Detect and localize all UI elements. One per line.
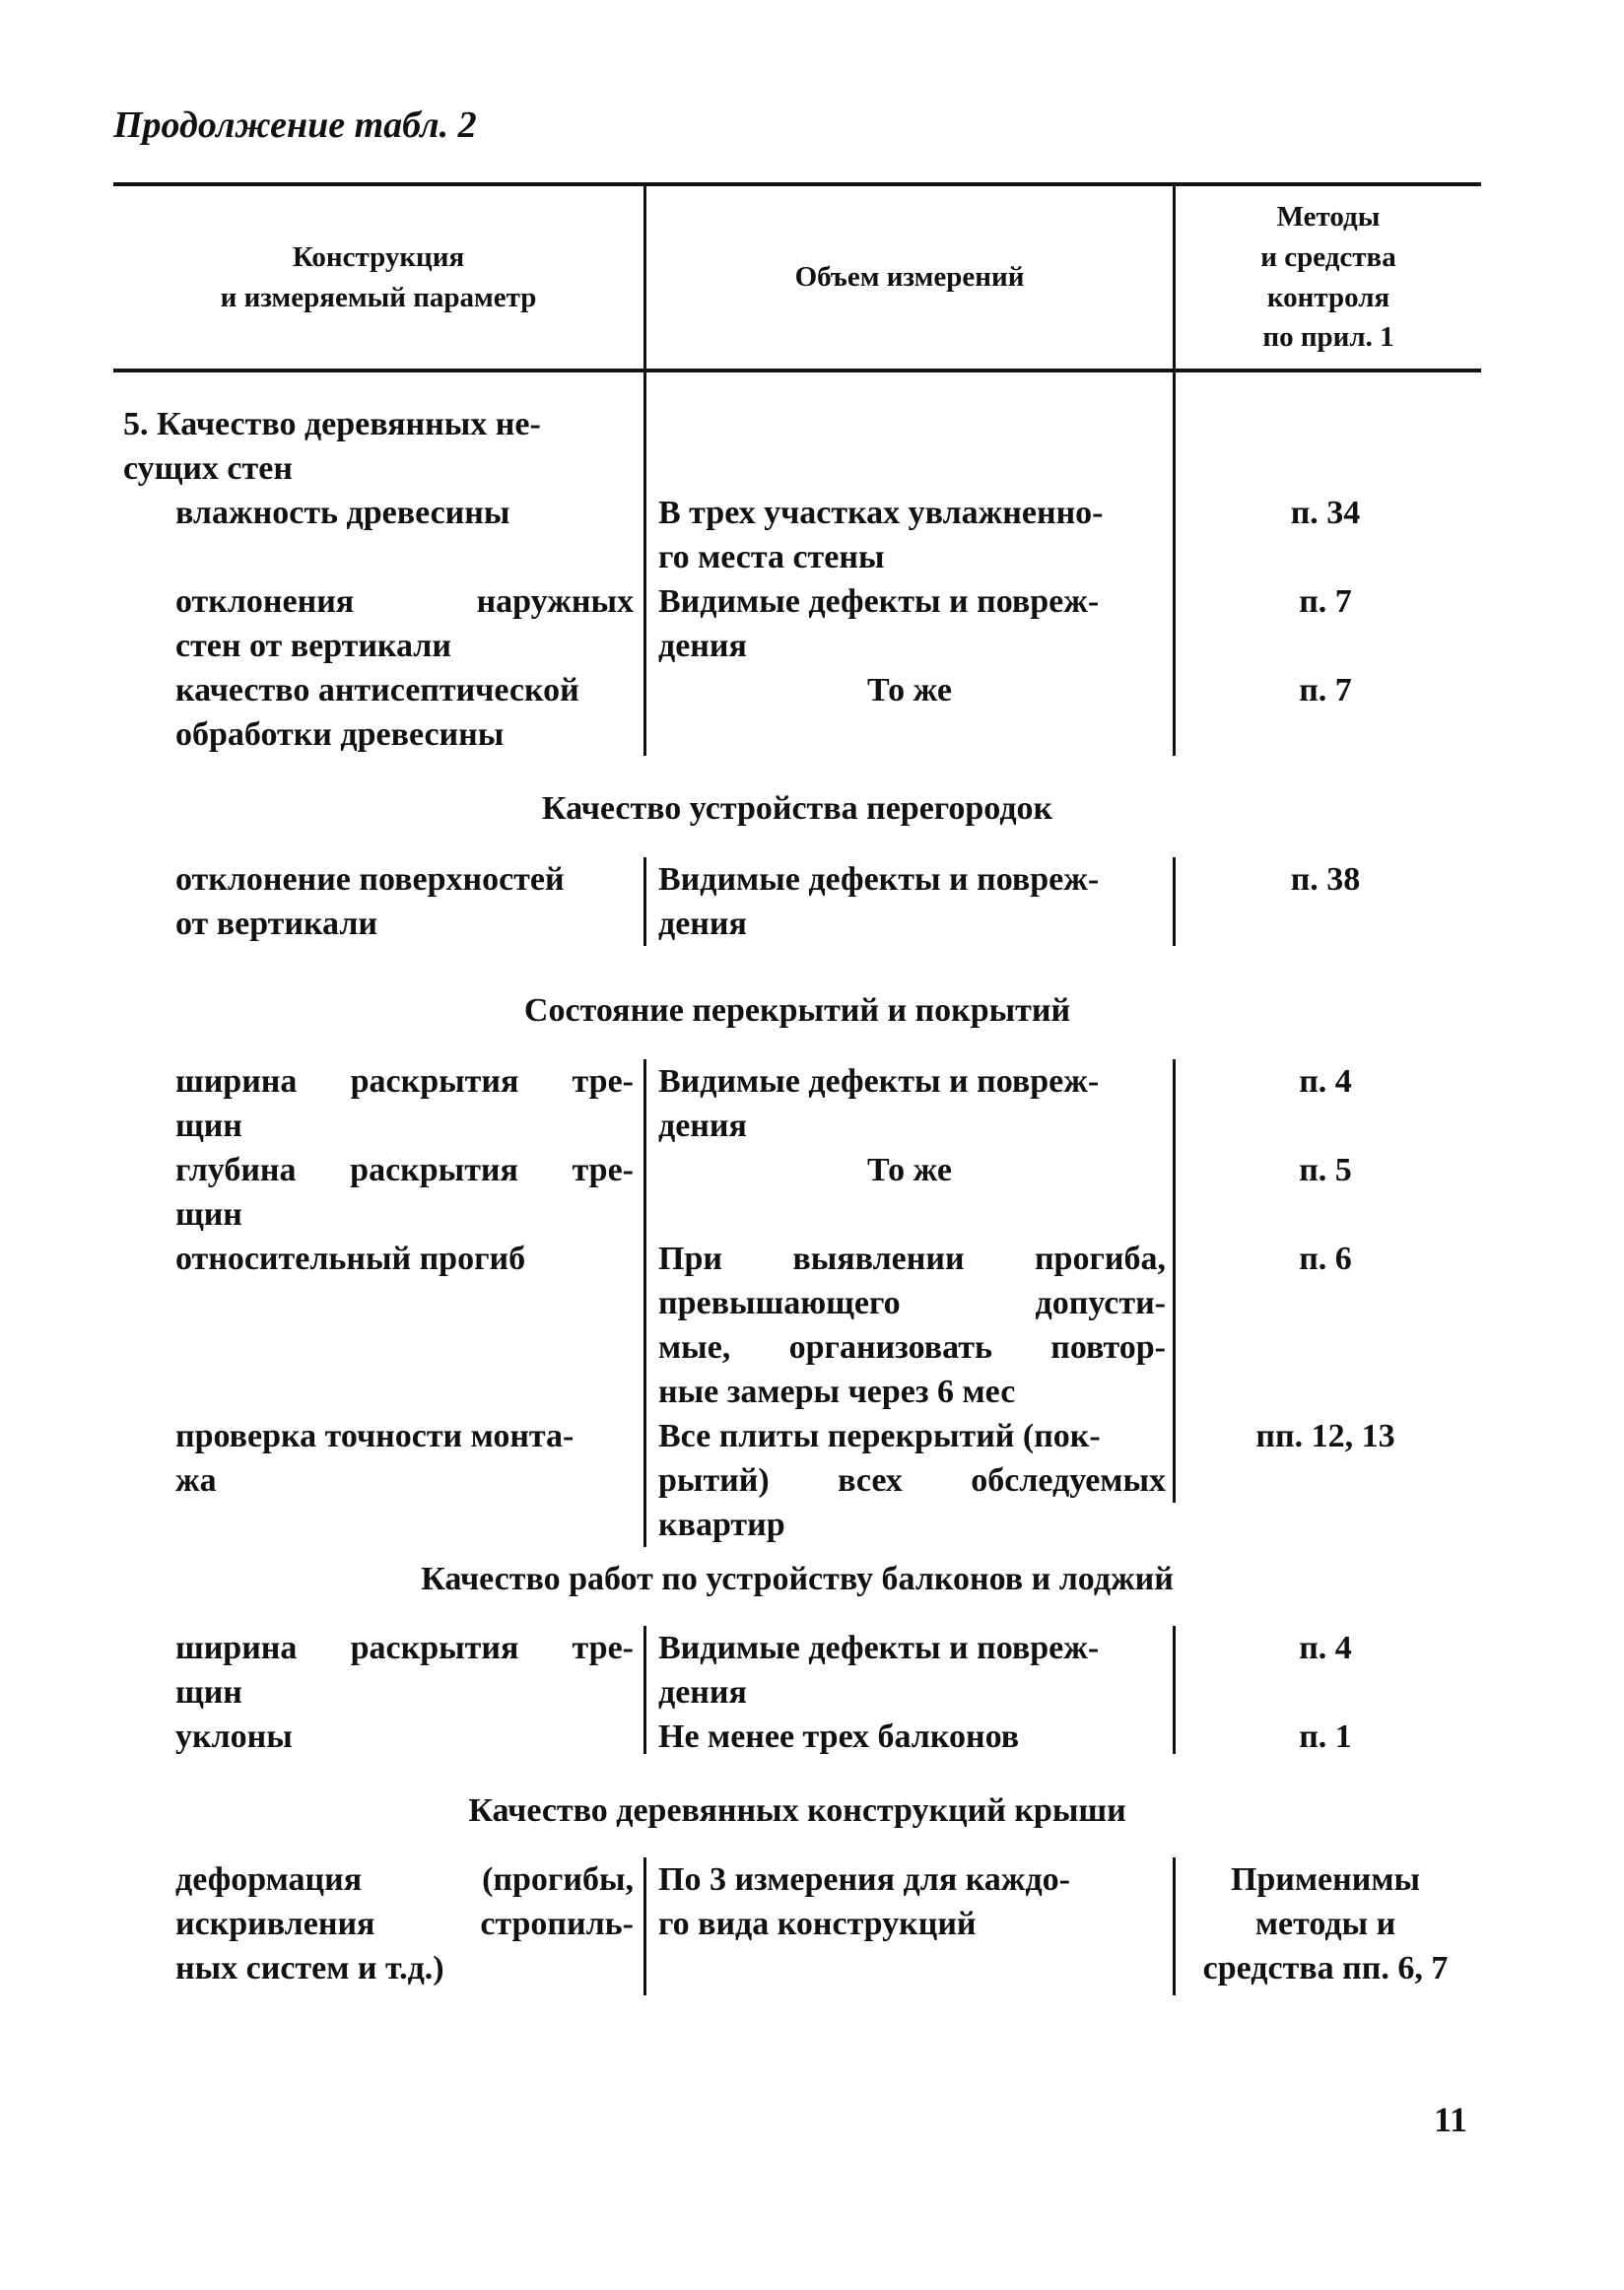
row-floor-crack-width-param-1: ширина раскрытия тре- (175, 1063, 634, 1100)
row-wall-deviation-volume-1: Видимые дефекты и повреж- (658, 583, 1100, 620)
row-floor-crack-width-method: п. 4 (1299, 1063, 1352, 1100)
row-assembly-accuracy-volume-2: рытий) всех обследуемых (658, 1462, 1166, 1499)
header-col-methods: Методы и средства контроля по прил. 1 (1260, 201, 1396, 354)
body-col-divider-2-a (1173, 371, 1176, 756)
header-col-construction: Конструкция и измеряемый параметр (220, 240, 537, 313)
row-wall-deviation-method: п. 7 (1299, 583, 1352, 620)
row-slopes-method: п. 1 (1299, 1718, 1352, 1755)
row-wall-deviation-param-1: отклонения наружных (175, 583, 634, 620)
group-title-line-2: сущих стен (123, 450, 293, 487)
body-col-divider-2-e (1173, 1857, 1176, 1995)
section-floors: Состояние перекрытий и покрытий (523, 992, 1071, 1029)
row-balcony-crack-width-param-2: щин (175, 1674, 242, 1711)
row-deformation-volume-1: По 3 измерения для каждо- (658, 1861, 1070, 1898)
row-wood-moisture-volume-2: го места стены (658, 539, 885, 575)
row-deformation-param-3: ных систем и т.д.) (175, 1950, 444, 1987)
row-wood-moisture-param: влажность древесины (175, 495, 510, 531)
row-assembly-accuracy-param-2: жа (175, 1462, 217, 1499)
row-antiseptic-method: п. 7 (1299, 672, 1352, 708)
row-wood-moisture-volume-1: В трех участках увлажненно- (658, 495, 1104, 531)
row-deformation-param-2: искривления стропиль- (175, 1906, 634, 1942)
row-wall-deviation-volume-2: дения (658, 628, 747, 664)
row-wood-moisture-method: п. 34 (1290, 495, 1361, 531)
row-floor-crack-depth-param-1: глубина раскрытия тре- (175, 1152, 634, 1188)
group-title-line-1: 5. Качество деревянных не- (123, 406, 541, 442)
body-col-divider-1-e (643, 1857, 646, 1995)
header-col-volume: Объем измерений (794, 261, 1025, 294)
row-deflection-method: п. 6 (1299, 1241, 1352, 1277)
row-deflection-volume-2: превышающего допусти- (658, 1285, 1166, 1321)
row-partition-deviation-volume-2: дения (658, 906, 747, 942)
row-slopes-param: уклоны (175, 1718, 293, 1755)
row-assembly-accuracy-volume-3: квартир (658, 1507, 785, 1543)
row-floor-crack-width-volume-2: дения (658, 1108, 747, 1144)
section-partitions: Качество устройства перегородок (541, 790, 1053, 827)
row-balcony-crack-width-method: п. 4 (1299, 1630, 1352, 1666)
row-deformation-method-1: Применимы (1230, 1861, 1421, 1898)
row-deflection-volume-4: ные замеры через 6 мес (658, 1374, 1016, 1410)
row-partition-deviation-method: п. 38 (1290, 861, 1361, 898)
row-deformation-param-1: деформация (прогибы, (175, 1861, 634, 1898)
body-col-divider-2-d (1173, 1626, 1176, 1754)
row-balcony-crack-width-volume-2: дения (658, 1674, 747, 1711)
row-wall-deviation-param-2: стен от вертикали (175, 628, 451, 664)
row-deflection-volume-3: мые, организовать повтор- (658, 1329, 1166, 1366)
body-col-divider-1-b (643, 857, 646, 946)
row-partition-deviation-volume-1: Видимые дефекты и повреж- (658, 861, 1100, 898)
body-col-divider-1-d (643, 1626, 646, 1754)
row-balcony-crack-width-param-1: ширина раскрытия тре- (175, 1630, 634, 1666)
section-balconies: Качество работ по устройству балконов и лоджий (421, 1561, 1174, 1597)
row-floor-crack-depth-param-2: щин (175, 1196, 242, 1233)
row-assembly-accuracy-method: пп. 12, 13 (1255, 1418, 1395, 1454)
header-bottom-rule (113, 369, 1481, 372)
row-assembly-accuracy-volume-1: Все плиты перекрытий (пок- (658, 1418, 1101, 1454)
row-floor-crack-width-volume-1: Видимые дефекты и повреж- (658, 1063, 1100, 1100)
row-deflection-volume-1: При выявлении прогиба, (658, 1241, 1166, 1277)
body-col-divider-2-c (1173, 1059, 1176, 1503)
row-deformation-method-3: средства пп. 6, 7 (1202, 1950, 1449, 1987)
row-deformation-volume-2: го вида конструкций (658, 1906, 977, 1942)
row-balcony-crack-width-volume-1: Видимые дефекты и повреж- (658, 1630, 1100, 1666)
body-col-divider-2-b (1173, 857, 1176, 946)
row-slopes-volume: Не менее трех балконов (658, 1718, 1020, 1755)
row-assembly-accuracy-param-1: проверка точности монта- (175, 1418, 575, 1454)
section-roof: Качество деревянных конструкций крыши (468, 1792, 1126, 1829)
row-antiseptic-param-1: качество антисептической (175, 672, 579, 708)
row-floor-crack-depth-volume: То же (867, 1152, 952, 1188)
row-deflection-param: относительный прогиб (175, 1241, 526, 1277)
row-partition-deviation-param-1: отклонение поверхностей (175, 861, 565, 898)
row-antiseptic-param-2: обработки древесины (175, 716, 505, 753)
row-floor-crack-width-param-2: щин (175, 1108, 242, 1144)
row-partition-deviation-param-2: от вертикали (175, 906, 377, 942)
body-col-divider-1-c (643, 1059, 646, 1547)
page-number: 11 (1434, 2100, 1468, 2139)
table-caption: Продолжение табл. 2 (113, 104, 477, 146)
row-antiseptic-volume: То же (867, 672, 952, 708)
row-deformation-method-2: методы и (1254, 1906, 1396, 1942)
row-floor-crack-depth-method: п. 5 (1299, 1152, 1352, 1188)
